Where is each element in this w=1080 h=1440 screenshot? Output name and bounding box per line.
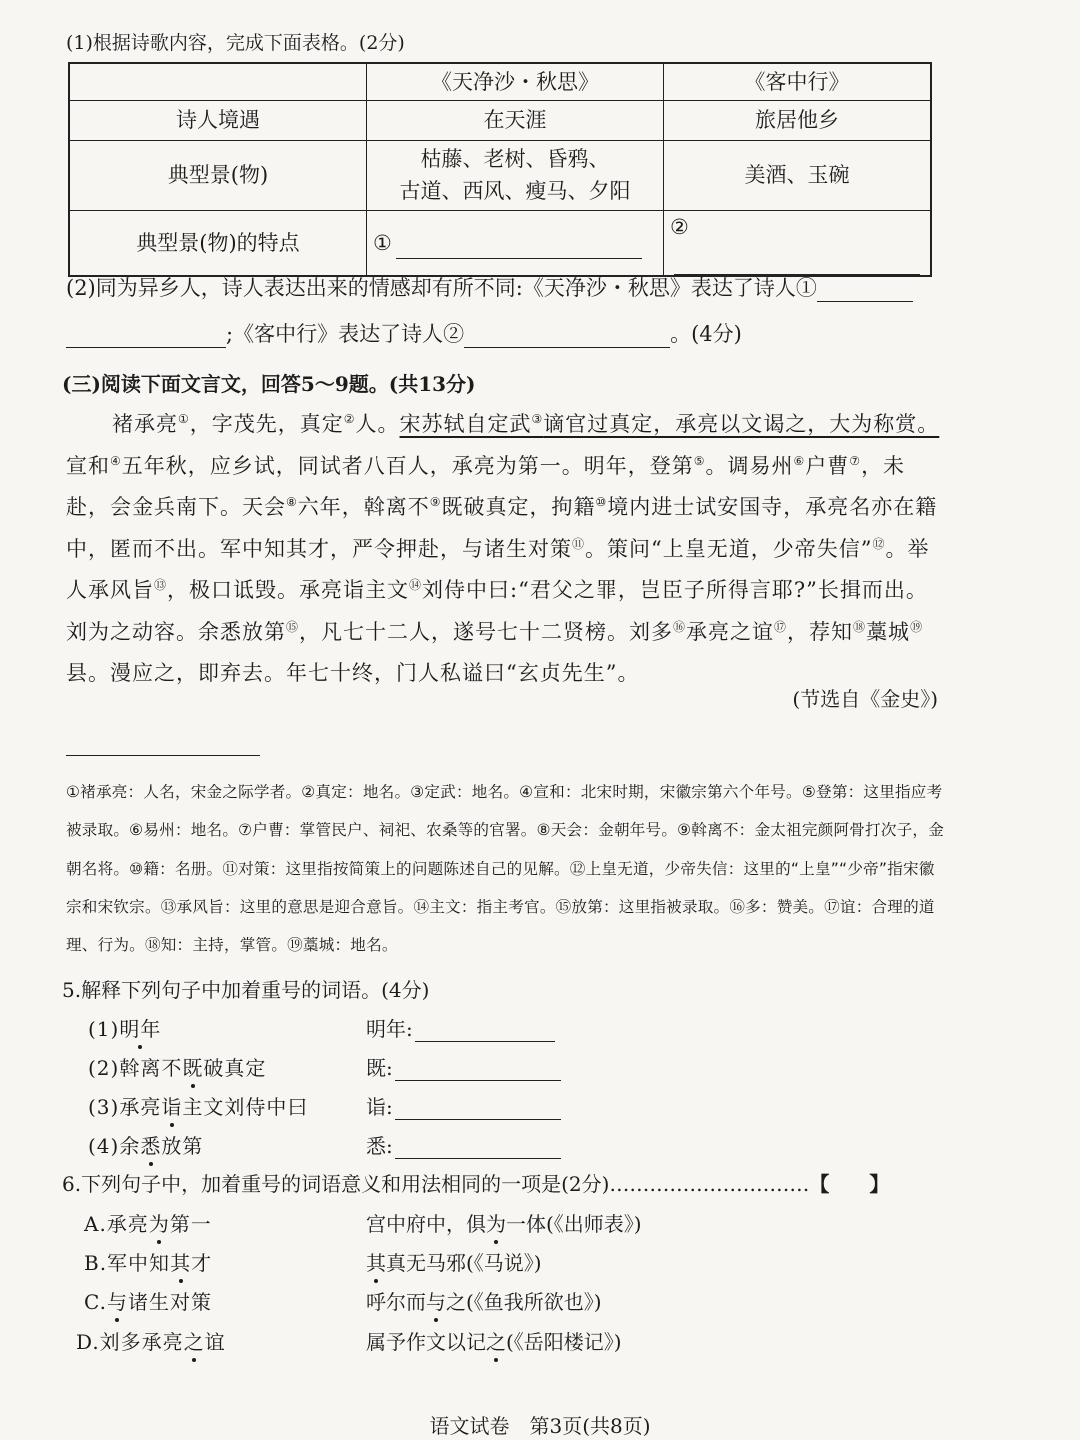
emphasized-word: 为: [149, 1208, 170, 1237]
answer-label: 既:: [366, 1056, 393, 1080]
q6-option-b[interactable]: [84, 1247, 212, 1276]
row-label-situation: 诗人境遇: [69, 100, 367, 140]
footnote-mark: ②: [343, 412, 356, 426]
answer-blank[interactable]: [66, 323, 226, 348]
passage-text: 六年，斡离不: [297, 495, 430, 519]
answer-label: 诣:: [366, 1095, 393, 1119]
q6-option-a-ref: [366, 1208, 642, 1237]
passage-text: ，极口诋毁。承亮诣主文: [167, 578, 410, 602]
answer-blank[interactable]: [464, 323, 670, 348]
footnote-mark: ③: [531, 412, 544, 426]
q2-text1: (2)同为异乡人，诗人表达出来的情感却有所不同:《天净沙・秋思》表达了诗人①: [66, 276, 817, 300]
passage-text: 宣和: [66, 453, 110, 478]
cell-situation-2: 旅居他乡: [664, 100, 932, 140]
table-row: [69, 140, 931, 210]
leader-dots: …………………………: [609, 1172, 810, 1196]
table-row: [69, 63, 931, 100]
table-header-empty: [69, 63, 367, 100]
option-text: D.刘多承亮: [76, 1330, 184, 1354]
footnote-mark: ⑱: [853, 619, 867, 634]
circle-number-1: ①: [373, 230, 392, 255]
answer-blank[interactable]: [395, 1097, 561, 1120]
section3-heading: (三)阅读下面文言文，回答5～9题。(共13分): [62, 372, 476, 396]
table-header-tianjingsha: 《天净沙・秋思》: [367, 63, 664, 100]
option-text: 诸生对策: [127, 1290, 212, 1314]
page-footer: 语文试卷 第3页(共8页): [429, 1414, 651, 1438]
answer-blank[interactable]: [674, 248, 920, 275]
footnote-mark: ⑦: [849, 453, 862, 468]
q5-item-4: [88, 1130, 203, 1159]
row-label-scenery: 典型景(物): [69, 140, 367, 210]
cell-features-1[interactable]: [367, 210, 664, 276]
q5-answer-1: [366, 1013, 555, 1042]
cell-scenery-1-line2: 古道、西风、瘦马、夕阳: [399, 179, 631, 203]
passage-text: 藁城: [866, 619, 911, 644]
footnote-mark: ⑩: [595, 495, 608, 509]
q1-heading: (1)根据诗歌内容，完成下面表格。(2分): [66, 32, 405, 54]
answer-blank[interactable]: [395, 1058, 561, 1081]
emphasized-word: 为: [486, 1208, 506, 1237]
q5-answer-4: [366, 1130, 561, 1159]
emphasized-word: 诣: [161, 1091, 182, 1120]
q5-answer-3: [366, 1091, 561, 1120]
passage-text: ，荐知: [787, 619, 854, 644]
passage-text: 境内进士试安国寺，承亮名亦在籍中，匿而不出。军中知其才，严令押赴，与诸生对策: [66, 495, 938, 561]
answer-blank[interactable]: [395, 1136, 561, 1159]
cell-scenery-2: 美酒、玉碗: [664, 140, 932, 210]
item-text: 破真定: [203, 1056, 267, 1080]
q6-title-line: [62, 1168, 889, 1197]
footnote-mark: ⑨: [429, 495, 442, 509]
cell-scenery-1: [367, 140, 664, 210]
q6-option-b-ref: [366, 1247, 542, 1276]
footnote-mark: ④: [110, 453, 122, 468]
passage-text: 。策问“上皇无道，少帝失信”: [585, 536, 873, 561]
option-text: 宫中府中，俱: [366, 1212, 486, 1236]
emphasized-word: 与: [426, 1286, 446, 1315]
option-text: 一体(《出师表》): [506, 1212, 642, 1236]
circle-number-2: ②: [670, 214, 689, 239]
item-text: (2)斡离不: [88, 1056, 183, 1080]
passage-text: 刘侍中曰:“君父之罪，岂臣子所得言耶?”长揖而出。刘为之动容。余悉放第: [66, 578, 928, 644]
q6-option-c[interactable]: [84, 1286, 212, 1315]
q2-line1: [66, 272, 913, 302]
table-row: [69, 210, 931, 276]
q6-option-c-ref: [366, 1286, 602, 1315]
footnote-mark: ⑪: [572, 536, 586, 551]
table-header-kezhongxing: 《客中行》: [664, 63, 932, 100]
option-text: 呼尔而: [366, 1290, 426, 1314]
passage-text: ，凡七十二人，遂号七十二贤榜。刘多: [299, 619, 674, 644]
passage-text: 宋苏轼自定武: [399, 412, 532, 436]
poem-comparison-table: [68, 62, 932, 277]
cell-scenery-1-line1: 枯藤、老树、昏鸦、: [420, 147, 610, 171]
footnote-mark: ⑰: [774, 619, 788, 634]
q2-text2: ;《客中行》表达了诗人②: [226, 322, 465, 346]
table-row: [69, 100, 931, 140]
cell-situation-1: 在天涯: [367, 100, 664, 140]
classical-passage: [66, 404, 940, 695]
footnote-mark: ⑫: [872, 536, 886, 551]
q6-title: 6.下列句子中，加着重号的词语意义和用法相同的一项是(2分): [62, 1172, 610, 1196]
passage-source: (节选自《金史》): [792, 687, 938, 711]
item-text: 主文刘侍中曰: [182, 1095, 309, 1119]
answer-label: 悉:: [366, 1134, 393, 1158]
option-text: B.军中知: [84, 1251, 171, 1275]
option-text: C.: [84, 1290, 107, 1314]
passage-text: 既破真定，拘籍: [441, 495, 596, 519]
q2-text3: 。(4分): [670, 322, 742, 346]
footnote-mark: ⑥: [793, 453, 806, 468]
footnote-mark: ⑲: [910, 619, 924, 634]
q5-item-3: [88, 1091, 308, 1120]
emphasized-word: 明年: [119, 1013, 161, 1042]
option-text: 真无马邪(《马说》): [386, 1251, 542, 1275]
passage-text: ，未赴，会金兵南下。天会: [66, 453, 906, 519]
answer-bracket[interactable]: 【 】: [809, 1172, 890, 1196]
cell-features-2[interactable]: [664, 210, 932, 276]
option-text: A.承亮: [84, 1212, 149, 1236]
footnote-mark: ⑧: [286, 495, 298, 509]
passage-text: 人。: [355, 412, 400, 436]
footnote-mark: ⑯: [673, 619, 687, 634]
passage-text: 户曹: [805, 453, 850, 478]
passage-text: 谪官过真定，承亮以文谒之，大为称赏。: [543, 412, 940, 436]
emphasized-word: 其: [170, 1247, 191, 1276]
emphasized-word: 悉: [140, 1130, 161, 1159]
passage-text: 县。漫应之，即弃去。年七十终，门人私谥曰“玄贞先生”。: [66, 661, 640, 685]
footnote-divider: [66, 755, 260, 756]
answer-blank[interactable]: [817, 277, 913, 302]
q2-line2: [66, 318, 742, 348]
emphasized-word: 既: [182, 1052, 203, 1081]
emphasized-word: 与: [107, 1286, 128, 1315]
answer-blank[interactable]: [396, 232, 642, 259]
footnote-mark: ⑬: [154, 578, 168, 592]
option-text: (《岳阳楼记》): [506, 1330, 622, 1354]
row-label-features: 典型景(物)的特点: [69, 210, 367, 276]
q6-option-d[interactable]: [76, 1326, 226, 1355]
item-text: (3)承亮: [88, 1095, 162, 1119]
footnotes: ①褚承亮：人名，宋金之际学者。②真定：地名。③定武：地名。④宣和：北宋时期，宋徽宗第六个年号。⑤登第：这里指应考被录取。⑥易州：地名。⑦户曹：掌管民户、祠祀、农桑等的官署。⑧天会：金朝年号。⑨斡离不：金太祖完颜阿骨打次子，金朝名将。⑩籍：名册。⑪对策：这里指按简策上的问题陈述自己的见解。⑫上皇无道，少帝失信：这里的“上皇”“少帝”指宋徽宗和宋钦宗。⑬承风旨：这里的意思是迎合意旨。⑭主文：指主考官。⑮放第：这里指被录取。⑯多：赞美。⑰谊：合理的道理、行为。⑱知：主持，掌管。⑲藁城：地名。: [66, 783, 944, 955]
footnote-mark: ⑤: [693, 453, 706, 468]
q5-answer-2: [366, 1052, 561, 1081]
q5-title: 5.解释下列句子中加着重号的词语。(4分): [62, 978, 430, 1002]
item-text: (1): [88, 1017, 120, 1041]
underlined-sentence: [400, 412, 940, 436]
answer-label: 明年:: [366, 1017, 413, 1041]
item-text: 放第: [161, 1134, 204, 1158]
option-text: 第一: [169, 1212, 212, 1236]
emphasized-word: 之: [184, 1326, 205, 1355]
passage-text: 五年秋，应乡试，同试者八百人，承亮为第一。明年，登第: [121, 453, 694, 478]
item-text: (4)余: [88, 1134, 141, 1158]
emphasized-word: 其: [366, 1247, 386, 1276]
passage-paragraph: [66, 404, 940, 695]
footnote-mark: ①: [178, 412, 190, 426]
passage-text: 褚承亮: [112, 412, 178, 436]
option-text: 之(《鱼我所欲也》): [446, 1290, 602, 1314]
emphasized-word: 之: [486, 1326, 506, 1355]
q6-option-a[interactable]: [84, 1208, 212, 1237]
q5-item-1: [88, 1013, 161, 1042]
footnote-mark: ⑭: [409, 578, 423, 592]
footnote-mark: ⑮: [286, 619, 300, 634]
q5-item-2: [88, 1052, 266, 1081]
option-text: 谊: [204, 1330, 226, 1354]
passage-text: 。举人承风旨: [66, 536, 930, 602]
q6-option-d-ref: [366, 1326, 622, 1355]
passage-text: 承亮之谊: [686, 619, 775, 644]
answer-blank[interactable]: [415, 1019, 555, 1042]
passage-text: ，字茂先，真定: [189, 412, 344, 436]
passage-text: 。调易州: [705, 453, 794, 478]
option-text: 属予作文以记: [366, 1330, 486, 1354]
option-text: 才: [191, 1251, 213, 1275]
